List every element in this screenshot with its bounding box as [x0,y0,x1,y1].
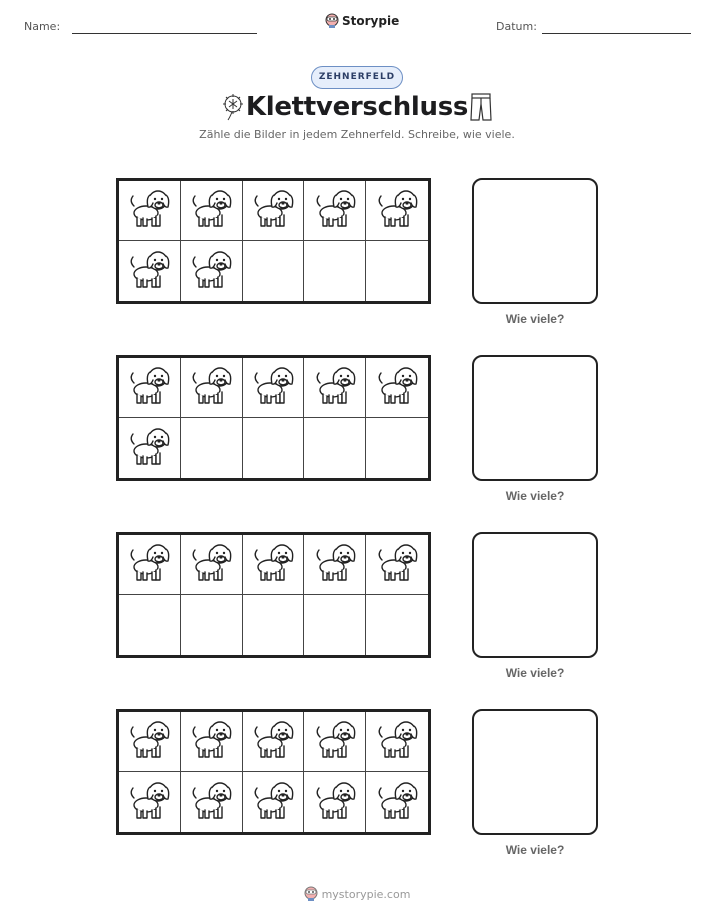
puppy-icon [313,184,357,237]
ten-frame-cell [304,181,366,241]
ten-frame-cell [304,241,366,301]
puppy-icon [127,245,171,298]
ten-frame-cell [366,358,428,418]
puppy-icon [127,361,171,414]
ten-frame-cell [119,712,181,772]
puppy-icon [251,715,295,768]
name-line[interactable] [72,33,257,34]
ten-frame-cell [304,595,366,655]
puppy-icon [313,715,357,768]
ten-frame-cell [181,418,243,478]
instructions: Zähle die Bilder in jedem Zehnerfeld. Schreibe, wie viele. [199,128,515,141]
puppy-icon [127,184,171,237]
ten-frame-3 [116,532,431,658]
answer-label-1: Wie viele? [505,312,565,326]
ten-frame-cell [181,181,243,241]
brand-logo [325,13,399,29]
puppy-icon [313,538,357,591]
puppy-icon [127,776,171,829]
ten-frame-cell [119,358,181,418]
ten-frame-cell [243,181,305,241]
ten-frame-cell [181,358,243,418]
puppy-icon [127,422,171,475]
footer-url: mystorypie.com [321,887,411,901]
puppy-icon [189,715,233,768]
puppy-icon [251,538,295,591]
ten-frame-cell [366,712,428,772]
ten-frame-cell [243,358,305,418]
ten-frame-cell [304,772,366,832]
ten-frame-cell [366,535,428,595]
ten-frame-cell [243,772,305,832]
ten-frame-cell [181,535,243,595]
ten-frame-cell [181,595,243,655]
puppy-icon [189,776,233,829]
ten-frame-cell [119,181,181,241]
ten-frame-cell [119,418,181,478]
puppy-icon [375,715,419,768]
puppy-icon [189,538,233,591]
name-label: Name: [24,20,61,33]
ten-frame-cell [304,712,366,772]
ten-frame-cell [181,712,243,772]
date-label: Datum: [496,20,537,33]
answer-label-3: Wie viele? [505,666,565,680]
puppy-icon [375,361,419,414]
ten-frame-cell [366,181,428,241]
puppy-icon [313,361,357,414]
pants-icon [467,92,495,122]
puppy-icon [189,245,233,298]
answer-label-4: Wie viele? [505,843,565,857]
puppy-icon [251,361,295,414]
puppy-icon [375,776,419,829]
ten-frame-cell [243,241,305,301]
puppy-icon [251,776,295,829]
ten-frame-cell [119,241,181,301]
ten-frame-cell [181,772,243,832]
ten-frame-cell [304,535,366,595]
ten-frame-cell [243,418,305,478]
answer-label-2: Wie viele? [505,489,565,503]
answer-box-1[interactable] [472,178,598,304]
ten-frame-cell [181,241,243,301]
puppy-icon [189,184,233,237]
ten-frame-cell [119,772,181,832]
puppy-icon [375,184,419,237]
answer-box-2[interactable] [472,355,598,481]
footer [0,886,714,902]
puppy-icon [189,361,233,414]
storypie-mascot-icon [325,13,339,29]
ten-frame-cell [304,418,366,478]
answer-box-3[interactable] [472,532,598,658]
category-badge: ZEHNERFELD [311,66,403,89]
ten-frame-4 [116,709,431,835]
ten-frame-2 [116,355,431,481]
ten-frame-cell [243,712,305,772]
ten-frame-cell [366,241,428,301]
puppy-icon [313,776,357,829]
puppy-icon [375,538,419,591]
storypie-mascot-icon [304,886,318,902]
ten-frame-cell [304,358,366,418]
worksheet-title: Klettverschluss [245,92,469,122]
puppy-icon [127,715,171,768]
ten-frame-cell [366,772,428,832]
ten-frame-cell [366,595,428,655]
ten-frame-cell [366,418,428,478]
brand-name: Storypie [342,14,400,28]
date-line[interactable] [542,33,691,34]
ten-frame-cell [119,535,181,595]
puppy-icon [127,538,171,591]
ten-frame-cell [243,595,305,655]
ten-frame-cell [119,595,181,655]
answer-box-4[interactable] [472,709,598,835]
ten-frame-1 [116,178,431,304]
puppy-icon [251,184,295,237]
ten-frame-cell [243,535,305,595]
